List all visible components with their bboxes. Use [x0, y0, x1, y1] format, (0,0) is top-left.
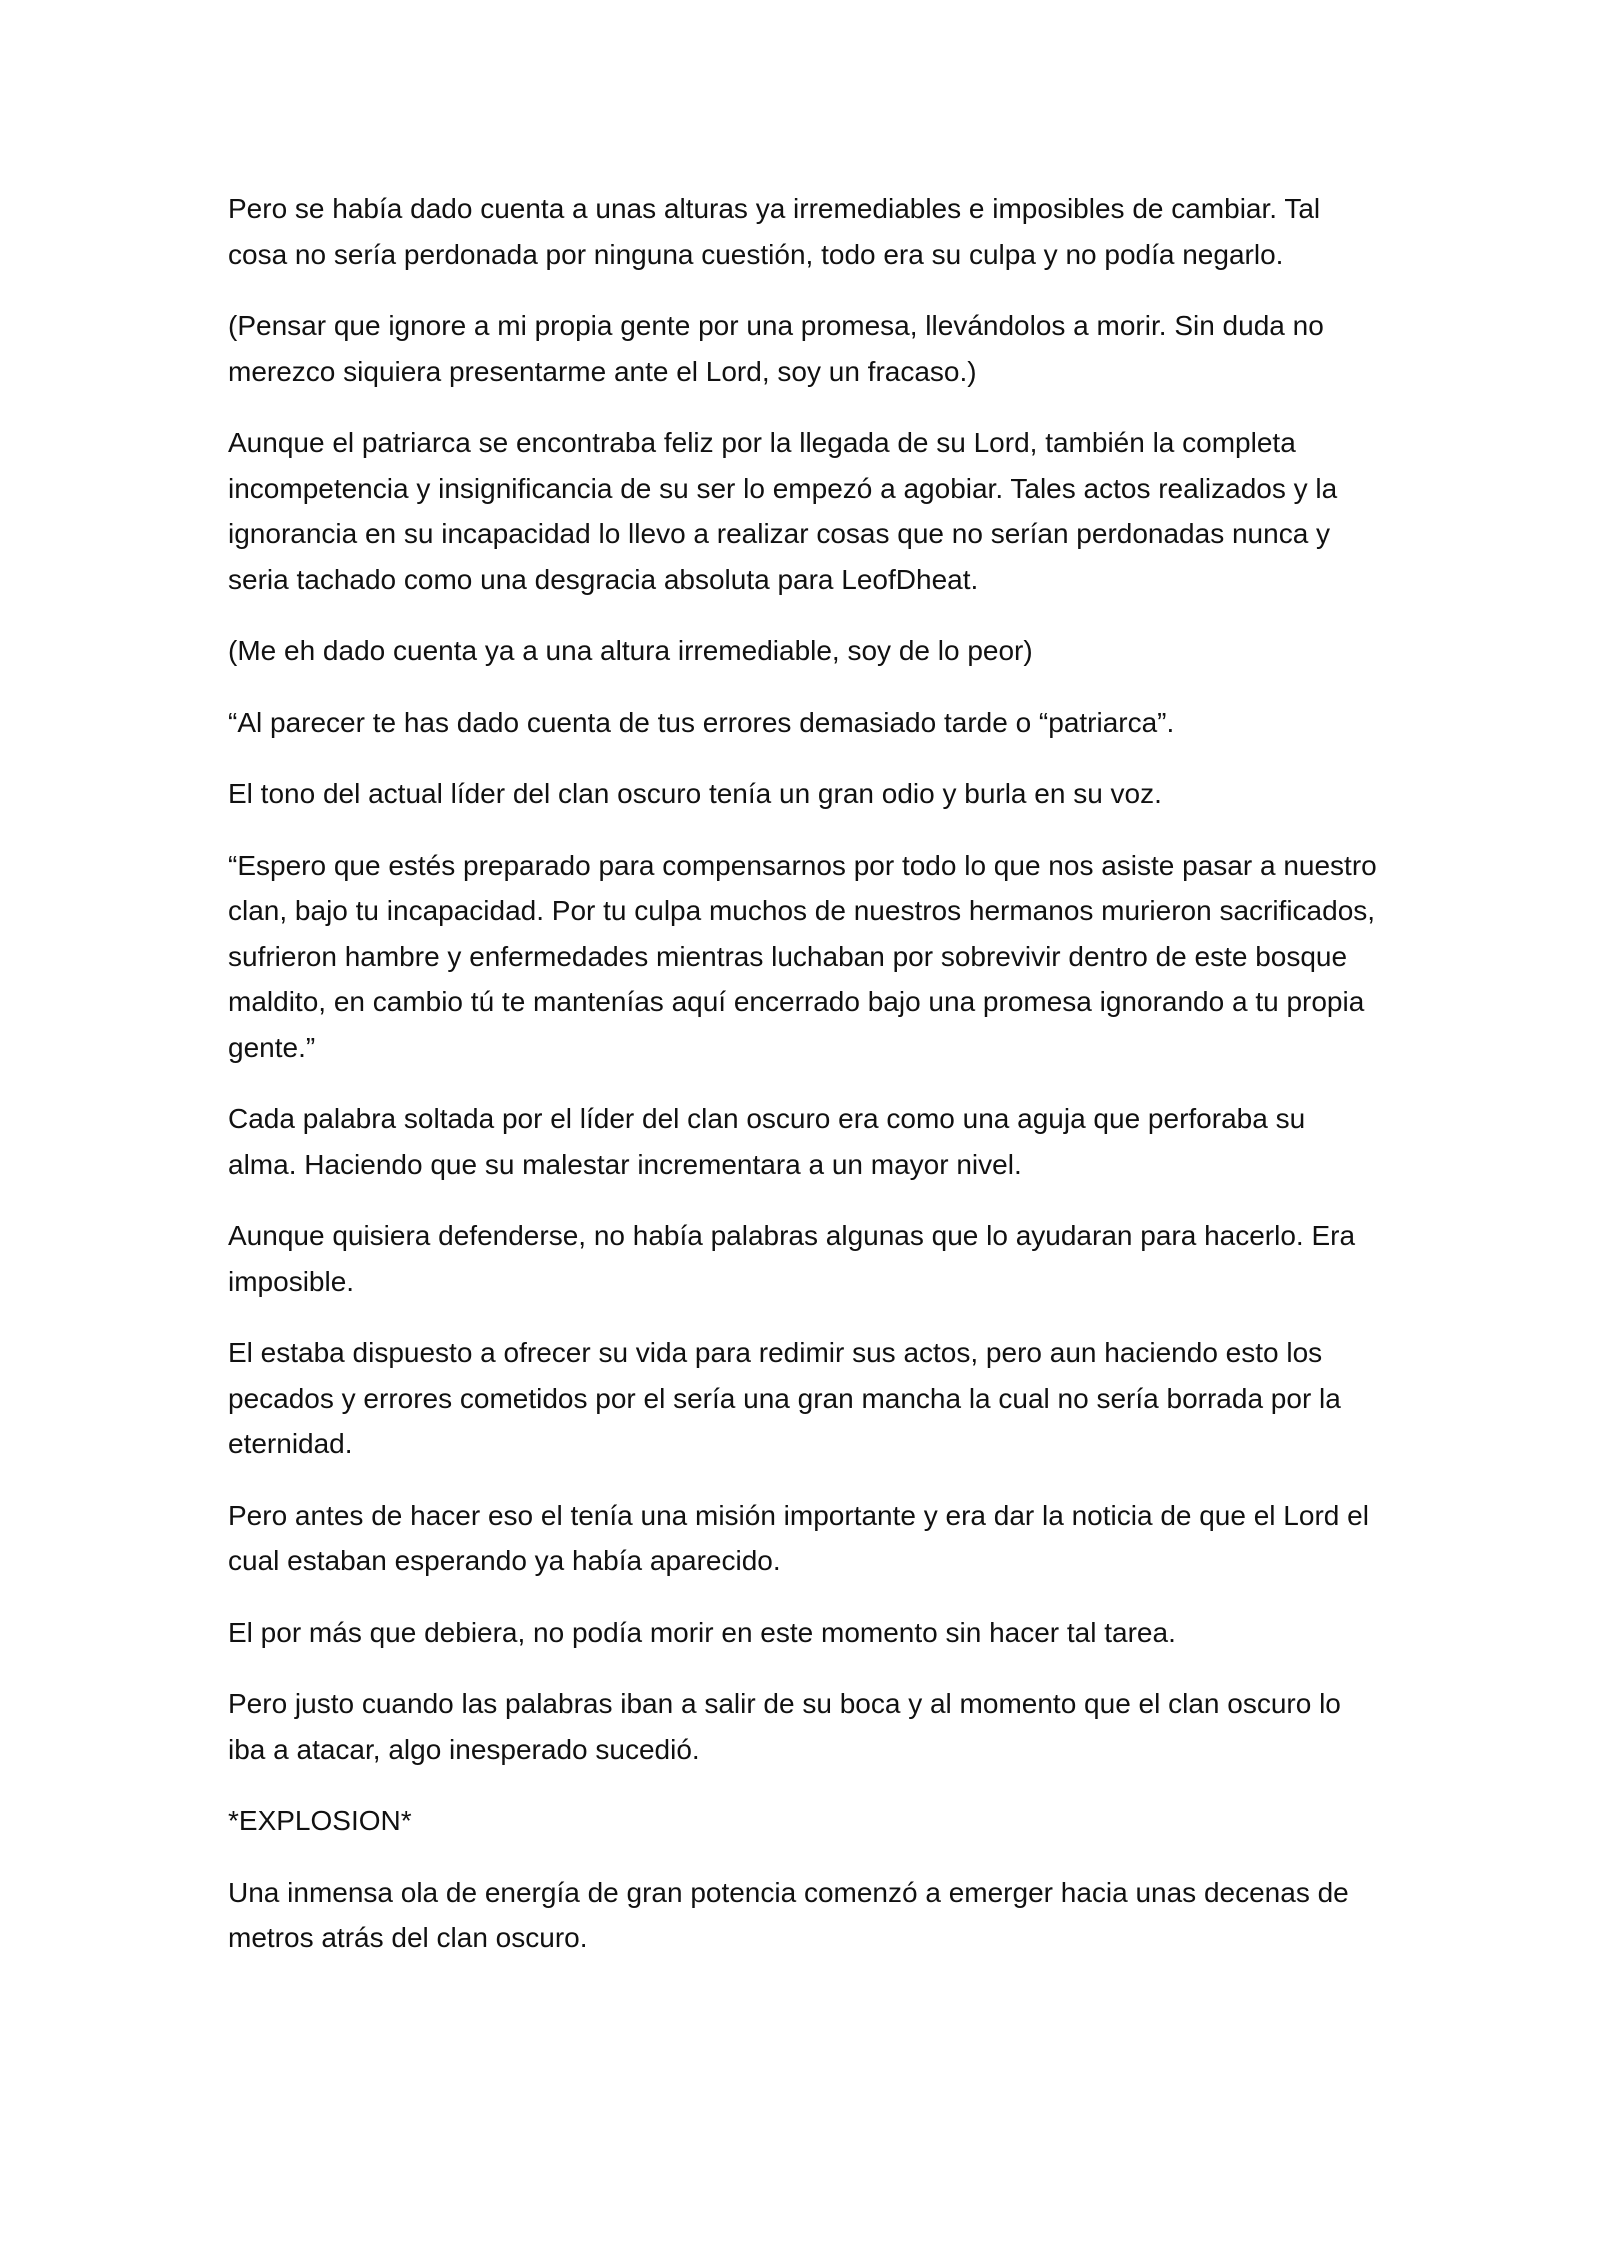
paragraph-4: (Me eh dado cuenta ya a una altura irremediable, soy de lo peor)	[228, 635, 1033, 666]
paragraph-9: Aunque quisiera defenderse, no había palabras algunas que lo ayudaran para hacerlo. Era imposible.	[228, 1220, 1356, 1297]
paragraph-2: (Pensar que ignore a mi propia gente por una promesa, llevándolos a morir. Sin duda no merezco siquiera presentarme ante el Lord, soy un fracaso.)	[228, 310, 1324, 387]
paragraph-12: El por más que debiera, no podía morir en este momento sin hacer tal tarea.	[228, 1616, 1176, 1648]
paragraph-6: El tono del actual líder del clan oscuro tenía un gran odio y burla en su voz.	[228, 778, 1162, 809]
document-body	[228, 186, 1378, 1987]
paragraph-10: El estaba dispuesto a ofrecer su vida para redimir sus actos, pero aun haciendo esto los pecados y errores cometidos por el sería una gran mancha la cual no sería borrada por la eternidad.	[228, 1337, 1341, 1459]
paragraph-11: Pero antes de hacer eso el tenía una misión importante y era dar la noticia de que el Lord el cual estaban esperando ya había aparecido.	[228, 1499, 1369, 1576]
paragraph-7: “Espero que estés preparado para compensarnos por todo lo que nos asiste pasar a nuestro clan, bajo tu incapacidad. Por tu culpa muchos de nuestros hermanos murieron sacrificados, sufrieron hambre y enfermedades mientras luchaban por sobrevivir dentro de este bosque maldito, en cambio tú te manteníaѕ aquí encerrado bajo una promesa ignorando a tu propia gente.”	[228, 849, 1377, 1063]
paragraph-3: Aunque el patriarca se encontraba feliz por la llegada de su Lord, también la completa incompetencia y insignificancia de su ser lo empezó a agobiar. Tales actos realizados y la ignorancia en su incapacidad lo llevo a realizar cosas que no serían perdonadas nunca y seria tachado como una desgracia absoluta para LeofDheat.	[228, 427, 1338, 595]
paragraph-13: Pero justo cuando las palabras iban a salir de su boca y al momento que el clan oscuro lo iba a atacar, algo inesperado sucedió.	[228, 1688, 1341, 1765]
paragraph-15: Una inmensa ola de energía de gran potencia comenzó a emerger hacia unas decenas de metros atrás del clan oscuro.	[228, 1876, 1349, 1953]
paragraph-1: Pero se había dado cuenta a unas alturas ya irremediables e imposibles de cambiar. Tal cosa no sería perdonada por ninguna cuestión, todo era su culpa y no podía negarlo.	[228, 193, 1321, 270]
paragraph-5: “Al parecer te has dado cuenta de tus errores demasiado tarde o “patriarca”.	[228, 706, 1175, 738]
paragraph-14: *EXPLOSION*	[228, 1805, 412, 1836]
paragraph-8: Cada palabra soltada por el líder del clan oscuro era como una aguja que perforaba su alma. Haciendo que su malestar incrementara a un mayor nivel.	[228, 1103, 1306, 1180]
